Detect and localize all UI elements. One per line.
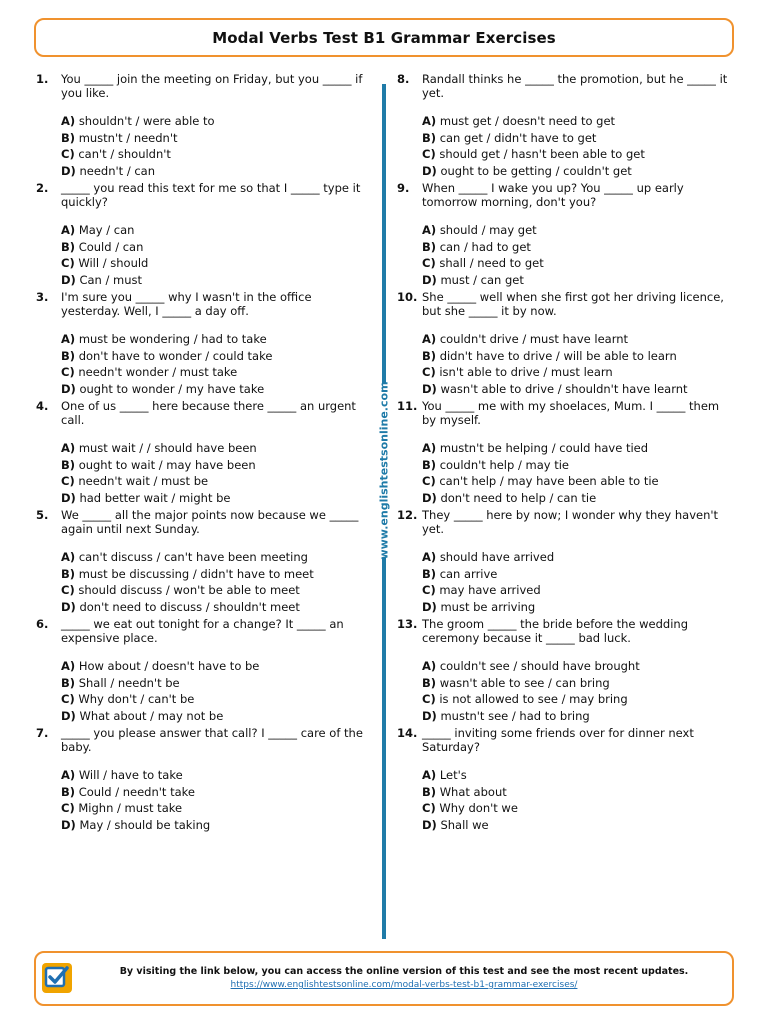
option-list	[422, 658, 733, 724]
question-number: 2.	[36, 181, 49, 195]
answer-option	[422, 364, 733, 381]
answer-option	[422, 817, 733, 834]
option-letter: B)	[422, 566, 437, 581]
option-letter: A)	[422, 659, 437, 673]
answer-option	[61, 675, 372, 692]
option-list	[422, 767, 733, 833]
question-13	[397, 618, 733, 724]
option-text: should / may get	[439, 223, 537, 237]
option-text: didn't have to drive / will be able to learn	[439, 348, 677, 363]
option-letter: A)	[61, 332, 76, 346]
question-stem: Randall thinks he _____ the promotion, but he _____ it yet.	[422, 72, 728, 100]
option-text: Could / needn't take	[78, 784, 195, 799]
question-3	[36, 291, 372, 397]
option-letter: D)	[422, 817, 437, 832]
option-text: can't discuss / can't have been meeting	[78, 550, 308, 564]
question-9	[397, 182, 733, 288]
answer-option	[422, 675, 733, 692]
answer-option	[422, 582, 733, 599]
answer-option	[422, 130, 733, 147]
option-text: shall / need to get	[439, 256, 544, 271]
answer-option	[422, 239, 733, 256]
option-letter: D)	[422, 381, 437, 396]
option-text: must be wondering / had to take	[78, 332, 267, 346]
question-number: 7.	[36, 726, 49, 740]
question-stem: They _____ here by now; I wonder why they haven't yet.	[422, 508, 719, 536]
option-text: had better wait / might be	[79, 490, 231, 505]
option-text: May / can	[78, 223, 135, 237]
option-text: couldn't see / should have brought	[439, 659, 640, 673]
side-url-label	[377, 383, 391, 558]
option-text: don't need to discuss / shouldn't meet	[79, 599, 300, 614]
answer-option	[61, 658, 372, 675]
option-letter: C)	[61, 147, 75, 162]
question-number: 1.	[36, 72, 49, 86]
option-letter: B)	[61, 348, 76, 363]
option-text: Shall we	[440, 817, 489, 832]
question-stem: _____ inviting some friends over for dinner next Saturday?	[422, 726, 694, 754]
option-letter: C)	[422, 583, 436, 598]
footer-box	[34, 951, 734, 1006]
option-text: needn't wait / must be	[78, 474, 209, 489]
option-letter: B)	[422, 784, 437, 799]
answer-option	[61, 817, 372, 834]
answer-option	[61, 364, 372, 381]
answer-option	[61, 457, 372, 474]
option-letter: A)	[61, 550, 76, 564]
answer-option	[422, 113, 733, 130]
option-text: wasn't able to see / can bring	[439, 675, 610, 690]
option-text: How about / doesn't have to be	[78, 659, 260, 673]
question-stem: I'm sure you _____ why I wasn't in the office yesterday. Well, I _____ a day off.	[61, 290, 312, 318]
answer-option	[422, 708, 733, 725]
side-url-text: www.englishtestsonline.com	[377, 381, 391, 560]
question-number: 14.	[397, 726, 418, 740]
option-letter: C)	[422, 147, 436, 162]
option-letter: D)	[422, 163, 437, 178]
option-letter: C)	[61, 583, 75, 598]
option-list	[61, 440, 372, 506]
answer-option	[422, 255, 733, 272]
option-letter: D)	[61, 817, 76, 832]
question-4	[36, 400, 372, 506]
answer-option	[422, 599, 733, 616]
option-letter: D)	[422, 708, 437, 723]
question-stem: _____ you read this text for me so that I _____ type it quickly?	[61, 181, 361, 209]
question-8	[397, 73, 733, 179]
option-letter: C)	[422, 365, 436, 380]
question-number: 12.	[397, 508, 418, 522]
option-text: must be arriving	[440, 599, 536, 614]
answer-option	[61, 381, 372, 398]
option-letter: C)	[422, 801, 436, 816]
answer-option	[422, 490, 733, 507]
answer-option	[422, 473, 733, 490]
option-text: should discuss / won't be able to meet	[78, 583, 300, 598]
option-letter: C)	[61, 256, 75, 271]
answer-option	[61, 784, 372, 801]
option-text: can get / didn't have to get	[439, 130, 597, 145]
option-list	[61, 767, 372, 833]
option-letter: D)	[61, 490, 76, 505]
answer-option	[61, 691, 372, 708]
option-text: should have arrived	[439, 550, 555, 564]
option-letter: A)	[61, 441, 76, 455]
option-letter: B)	[61, 239, 76, 254]
answer-option	[422, 381, 733, 398]
answer-option	[422, 658, 733, 675]
option-text: Shall / needn't be	[78, 675, 180, 690]
answer-option	[422, 331, 733, 348]
question-stem: One of us _____ here because there _____ an urgent call.	[61, 399, 356, 427]
answer-option	[61, 146, 372, 163]
option-letter: B)	[422, 348, 437, 363]
option-text: ought to wonder / my have take	[79, 381, 265, 396]
answer-option	[61, 767, 372, 784]
option-text: don't need to help / can tie	[440, 490, 597, 505]
option-letter: A)	[61, 768, 76, 782]
answer-option	[61, 599, 372, 616]
option-letter: C)	[61, 801, 75, 816]
option-letter: B)	[61, 457, 76, 472]
option-letter: A)	[422, 223, 437, 237]
option-letter: D)	[422, 599, 437, 614]
question-number: 6.	[36, 617, 49, 631]
option-text: What about	[439, 784, 507, 799]
option-list	[422, 113, 733, 179]
question-stem: We _____ all the major points now because we _____ again until next Sunday.	[61, 508, 359, 536]
question-number: 9.	[397, 181, 410, 195]
option-letter: A)	[61, 114, 76, 128]
option-text: couldn't help / may tie	[439, 457, 569, 472]
option-letter: B)	[61, 784, 76, 799]
answer-option	[422, 800, 733, 817]
option-list	[61, 549, 372, 615]
option-text: What about / may not be	[79, 708, 224, 723]
option-letter: C)	[61, 365, 75, 380]
question-stem: You _____ me with my shoelaces, Mum. I _____ them by myself.	[422, 399, 720, 427]
option-letter: D)	[61, 599, 76, 614]
option-letter: C)	[61, 474, 75, 489]
option-letter: A)	[61, 659, 76, 673]
question-7	[36, 727, 372, 833]
question-stem: You _____ join the meeting on Friday, but you _____ if you like.	[61, 72, 363, 100]
answer-option	[61, 440, 372, 457]
option-letter: A)	[422, 114, 437, 128]
option-text: Mighn / must take	[78, 801, 183, 816]
option-text: can't / shouldn't	[78, 147, 171, 162]
footer-text: By visiting the link below, you can access the online version of this test and see the most recent updates.	[119, 966, 689, 977]
answer-option	[422, 348, 733, 365]
answer-option	[61, 239, 372, 256]
option-text: may have arrived	[439, 583, 541, 598]
option-letter: D)	[422, 272, 437, 287]
option-letter: B)	[61, 566, 76, 581]
option-text: should get / hasn't been able to get	[439, 147, 645, 162]
page-title: Modal Verbs Test B1 Grammar Exercises	[212, 28, 556, 47]
option-letter: D)	[61, 708, 76, 723]
option-letter: B)	[422, 675, 437, 690]
answer-option	[61, 113, 372, 130]
question-6	[36, 618, 372, 724]
option-letter: B)	[422, 130, 437, 145]
question-10	[397, 291, 733, 397]
option-letter: A)	[422, 441, 437, 455]
question-number: 4.	[36, 399, 49, 413]
question-stem: When _____ I wake you up? You _____ up early tomorrow morning, don't you?	[422, 181, 684, 209]
question-number: 8.	[397, 72, 410, 86]
option-text: Will / have to take	[78, 768, 183, 782]
option-text: shouldn't / were able to	[78, 114, 215, 128]
option-text: needn't / can	[79, 163, 156, 178]
option-text: must wait / / should have been	[78, 441, 257, 455]
answer-option	[422, 163, 733, 180]
answer-option	[422, 566, 733, 583]
option-letter: D)	[61, 272, 76, 287]
option-text: ought to be getting / couldn't get	[440, 163, 632, 178]
option-text: must get / doesn't need to get	[439, 114, 616, 128]
option-text: May / should be taking	[79, 817, 211, 832]
option-text: must be discussing / didn't have to meet	[78, 566, 314, 581]
answer-option	[422, 146, 733, 163]
option-letter: C)	[422, 474, 436, 489]
option-list	[61, 222, 372, 288]
answer-option	[61, 348, 372, 365]
answer-option	[61, 708, 372, 725]
option-text: can arrive	[439, 566, 498, 581]
question-number: 11.	[397, 399, 418, 413]
option-list	[422, 222, 733, 288]
option-letter: D)	[61, 163, 76, 178]
question-14	[397, 727, 733, 833]
question-1	[36, 73, 372, 179]
question-number: 3.	[36, 290, 49, 304]
option-letter: C)	[422, 256, 436, 271]
option-text: can / had to get	[439, 239, 531, 254]
option-text: couldn't drive / must have learnt	[439, 332, 629, 346]
option-letter: C)	[422, 692, 436, 707]
option-letter: D)	[61, 381, 76, 396]
option-text: Will / should	[78, 256, 149, 271]
answer-option	[61, 800, 372, 817]
answer-option	[422, 272, 733, 289]
option-text: don't have to wonder / could take	[78, 348, 273, 363]
answer-option	[61, 331, 372, 348]
question-number: 13.	[397, 617, 418, 631]
question-stem: The groom _____ the bride before the wedding ceremony because it _____ bad luck.	[422, 617, 688, 645]
answer-option	[61, 473, 372, 490]
option-letter: B)	[422, 457, 437, 472]
option-text: ought to wait / may have been	[78, 457, 256, 472]
question-stem: She _____ well when she first got her driving licence, but she _____ it by now.	[422, 290, 724, 318]
option-list	[61, 331, 372, 397]
option-letter: B)	[61, 675, 76, 690]
option-list	[422, 549, 733, 615]
option-text: Can / must	[79, 272, 143, 287]
answer-option	[422, 440, 733, 457]
option-text: Let's	[439, 768, 467, 782]
option-text: must / can get	[440, 272, 524, 287]
option-letter: C)	[61, 692, 75, 707]
answer-option	[422, 222, 733, 239]
question-5	[36, 509, 372, 615]
answer-option	[422, 457, 733, 474]
question-11	[397, 400, 733, 506]
option-text: Why don't / can't be	[78, 692, 195, 707]
option-letter: B)	[422, 239, 437, 254]
option-list	[422, 440, 733, 506]
answer-option	[61, 222, 372, 239]
option-letter: B)	[61, 130, 76, 145]
answer-option	[61, 130, 372, 147]
checkbox-logo-icon	[42, 963, 72, 993]
option-text: Why don't we	[439, 801, 518, 816]
answer-option	[61, 582, 372, 599]
answer-option	[422, 691, 733, 708]
answer-option	[61, 490, 372, 507]
option-list	[422, 331, 733, 397]
option-text: mustn't be helping / could have tied	[439, 441, 649, 455]
question-stem: _____ you please answer that call? I _____ care of the baby.	[61, 726, 363, 754]
option-letter: A)	[422, 332, 437, 346]
option-letter: A)	[422, 550, 437, 564]
answer-option	[422, 767, 733, 784]
answer-option	[61, 272, 372, 289]
option-text: mustn't see / had to bring	[440, 708, 590, 723]
question-12	[397, 509, 733, 615]
answer-option	[61, 549, 372, 566]
question-2	[36, 182, 372, 288]
option-letter: D)	[422, 490, 437, 505]
option-text: can't help / may have been able to tie	[439, 474, 659, 489]
question-number: 10.	[397, 290, 418, 304]
title-box	[34, 18, 734, 57]
answer-option	[61, 566, 372, 583]
option-letter: A)	[422, 768, 437, 782]
option-text: needn't wonder / must take	[78, 365, 238, 380]
question-number: 5.	[36, 508, 49, 522]
option-text: Could / can	[78, 239, 144, 254]
footer-link[interactable]: https://www.englishtestsonline.com/modal-verbs-test-b1-grammar-exercises/	[230, 980, 578, 990]
option-text: mustn't / needn't	[78, 130, 178, 145]
option-list	[61, 113, 372, 179]
option-list	[61, 658, 372, 724]
answer-option	[422, 784, 733, 801]
option-text: is not allowed to see / may bring	[439, 692, 628, 707]
answer-option	[422, 549, 733, 566]
question-stem: _____ we eat out tonight for a change? It _____ an expensive place.	[61, 617, 344, 645]
option-text: wasn't able to drive / shouldn't have learnt	[440, 381, 688, 396]
option-letter: A)	[61, 223, 76, 237]
answer-option	[61, 163, 372, 180]
answer-option	[61, 255, 372, 272]
option-text: isn't able to drive / must learn	[439, 365, 613, 380]
